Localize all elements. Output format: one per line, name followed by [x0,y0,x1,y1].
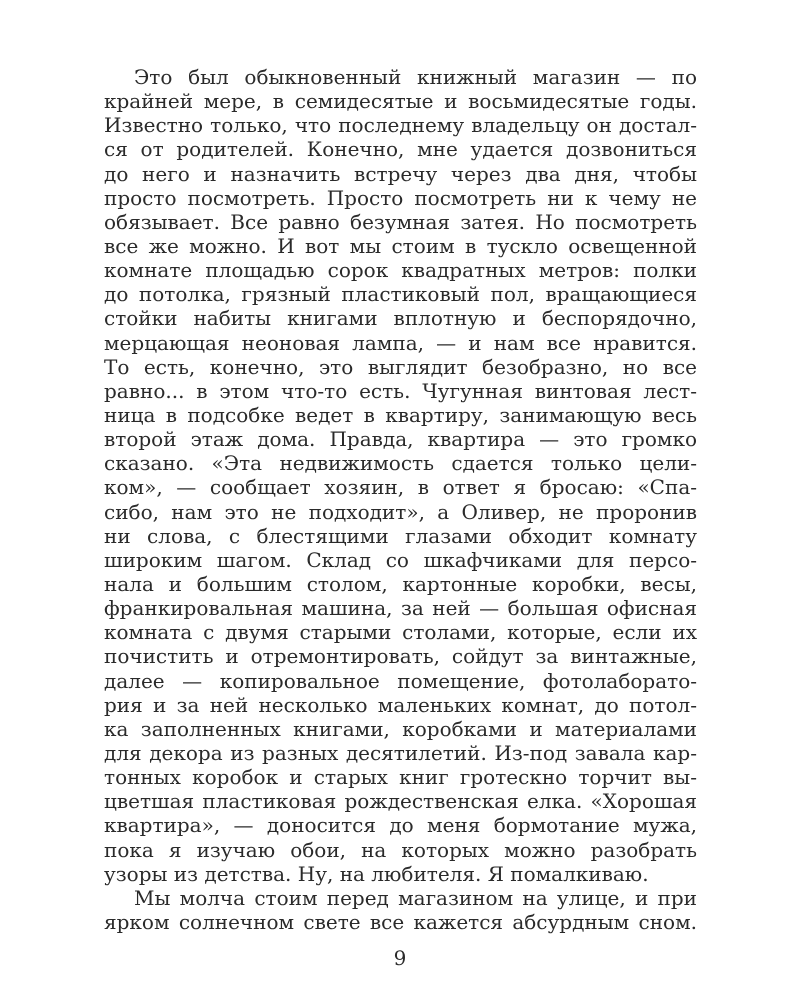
text-line: второй этаж дома. Правда, квартира — это громко [104,427,697,452]
text-line: просто посмотреть. Просто посмотреть ни к чему не [104,185,697,210]
text-line: почистить и отремонтировать, сойдут за винтажные, [104,644,697,669]
text-line: комната с двумя старыми столами, которые, если их [104,620,697,645]
text-line: ница в подсобке ведет в квартиру, занимающую весь [104,402,697,427]
text-line: Известно только, что последнему владельцу он достал- [104,113,697,138]
text-line: ни слова, с блестящими глазами обходит комнату [104,523,697,548]
page-number: 9 [393,946,407,970]
text-line: обязывает. Все равно безумная затея. Но посмотреть [104,209,697,234]
text-line: ся от родителей. Конечно, мне удается дозвониться [104,137,697,162]
text-line: сибо, нам это не подходит», а Оливер, не проронив [104,499,697,524]
text-line: широким шагом. Склад со шкафчиками для персо- [104,547,697,572]
text-line: пока я изучаю обои, на которых можно разобрать [104,837,697,862]
text-line: цветшая пластиковая рождественская елка. «Хорошая [104,789,697,814]
text-line: до него и назначить встречу через два дня, чтобы [104,161,697,186]
text-line: все же можно. И вот мы стоим в тускло освещенной [104,233,697,258]
text-line: Это был обыкновенный книжный магазин — по [134,65,697,89]
paragraph-2 [104,886,697,934]
text-line: узоры из детства. Ну, на любителя. Я помалкиваю. [104,861,649,886]
text-line: крайней мере, в семидесятые и восьмидесятые годы. [104,89,697,114]
text-line: комнате площадью сорок квадратных метров: полки [104,258,697,283]
text-line: франкировальная машина, за ней — большая офисная [104,596,697,621]
text-line: сказано. «Эта недвижимость сдается только цели- [104,451,697,476]
text-line: тонных коробок и старых книг гротескно торчит вы- [104,765,697,790]
text-line: до потолка, грязный пластиковый пол, вращающиеся [104,282,697,307]
paragraph-1 [104,65,697,886]
body-text [104,65,697,934]
text-line: ком», — сообщает хозяин, в ответ я бросаю: «Спа- [104,475,697,500]
text-line: нала и большим столом, картонные коробки, весы, [104,571,697,596]
text-line: То есть, конечно, это выглядит безобразно, но все [104,354,697,379]
text-line: ка заполненных книгами, коробками и материалами [104,716,697,741]
text-line: стойки набиты книгами вплотную и беспорядочно, [104,306,697,331]
text-line: мерцающая неоновая лампа, — и нам все нравится. [104,330,697,355]
text-line: далее — копировальное помещение, фотолаборато- [104,668,697,693]
text-line: для декора из разных десятилетий. Из-под завала кар- [104,740,697,765]
text-line: Мы молча стоим перед магазином на улице, и при [134,885,697,910]
text-line: рия и за ней несколько маленьких комнат, до потол- [104,692,697,717]
text-line: ярком солнечном свете все кажется абсурдным сном. [104,909,697,934]
text-line: квартира», — доносится до меня бормотание мужа, [104,813,697,838]
text-line: равно... в этом что-то есть. Чугунная винтовая лест- [104,378,697,403]
